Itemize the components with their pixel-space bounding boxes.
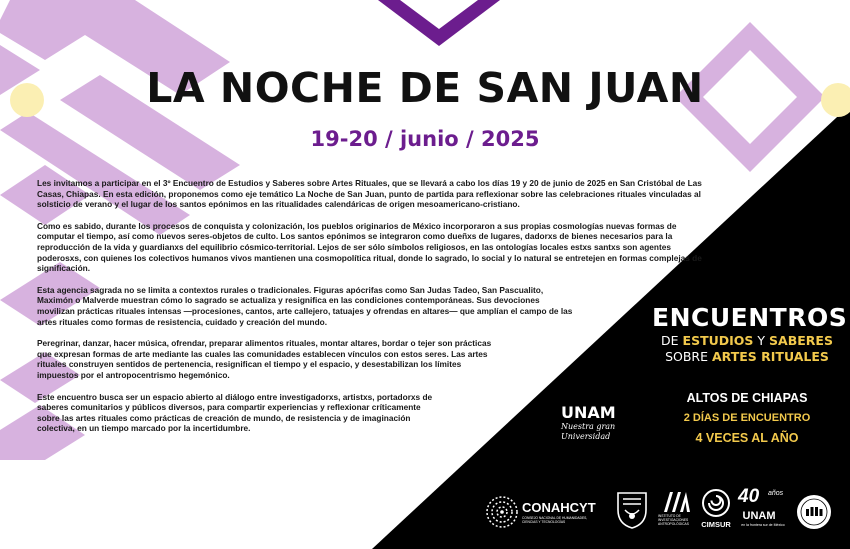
unam-slogan-logo: [561, 404, 633, 442]
iia-icon: [662, 492, 692, 512]
brand-estudios: ESTUDIOS: [682, 333, 754, 348]
unam-slogan-tagline-1: Nuestra gran: [561, 422, 616, 431]
unam-slogan-tagline-2: Universidad: [561, 432, 611, 441]
sponsor-logos: [480, 486, 850, 538]
event-days: 2 DÍAS DE ENCUENTRO: [683, 412, 811, 424]
conahcyt-subtitle: CONSEJO NACIONAL DE HUMANIDADES, CIENCIAS Y TECNOLOGÍAS: [522, 516, 588, 524]
unam-slogan-name: UNAM: [561, 403, 616, 422]
event-dates: 19-20 / junio / 2025: [310, 127, 540, 151]
iia-subtitle: INSTITUTO DE INVESTIGACIONES ANTROPOLÓGICAS: [658, 514, 689, 526]
round-seal-icon: [796, 494, 832, 530]
conahcyt-logo: [486, 492, 606, 532]
conahcyt-dots-icon: [486, 496, 518, 528]
brand-saberes: SABERES: [769, 333, 833, 348]
event-frequency: 4 VECES AL AÑO: [695, 431, 799, 445]
paragraph-5: Este encuentro busca ser un espacio abierto al diálogo entre investigadorxs, artistxs, portadorxs de saberes comunitarios y públicos diversos, para compartir experiencias y reflexionar críticamente sobre las artes rituales como prácticas de creación de mundo, de resistencia y de imaginación colectiva, en un tiempo marcado por la incertidumbre.: [37, 391, 433, 434]
unam-crest-icon: [615, 490, 649, 530]
paragraph-4: Peregrinar, danzar, hacer música, ofrendar, preparar alimentos rituales, montar altares, bordar o tejer son prácticas que expresan formas de arte mediante las cuales las comunidades establecen vínculos con estos seres. Las artes rituales construyen sentidos de pertenencia, resignifican el tiempo y el espacio, y desestabilizan los límites impuestos por el antropocentrismo hegemónico.: [37, 338, 492, 380]
event-title: LA NOCHE DE SAN JUAN: [146, 64, 704, 112]
paragraph-2: Como es sabido, durante los procesos de conquista y colonización, los pueblos originarios de México incorporaron a sus propias cosmologías nuevas formas de computar el tiempo, así como nuevos seres-objetos de culto. Los santos epónimos se integraron como dueñxs de lugares, dadorxs de bienes necesarios para la reproducción de la vida y guardianxs del equilibrio cósmico-territorial. Lejos de ser sólo símbolos religiosos, en las ontologías locales estxs santxs son agentes poderosxs, con quienes los colectivos humanos vivos mantienen una cosmopolítica ritual, donde lo sagrado, lo social y lo natural se entretejen en formas complejas de significación.: [37, 220, 702, 274]
brand-de: DE: [661, 333, 679, 348]
forty-number: 40: [738, 486, 760, 507]
unam-40-logo: [735, 486, 791, 538]
cimsur-name: CIMSUR: [701, 520, 731, 529]
forty-anos: años: [768, 490, 784, 497]
encuentros-brand: [652, 303, 848, 365]
brand-line-3: [652, 349, 842, 365]
cimsur-spiral-icon: [701, 488, 731, 518]
brand-artes-rituales: ARTES RITUALES: [712, 349, 829, 364]
conahcyt-name: CONAHCYT: [522, 500, 596, 515]
unam-40-subtitle: en la frontera sur de México: [741, 523, 785, 527]
brand-line-2: [652, 333, 842, 349]
paragraph-1: Les invitamos a participar en el 3º Encuentro de Estudios y Saberes sobre Artes Rituales, que se llevará a cabo los días 19 y 20 de junio de 2025 en San Cristóbal de Las Casas, Chiapas. En esta edición, proponemos como eje temático La Noche de San Juan, punto de partida para reflexionar sobre las celebraciones rituales vinculadas al solsticio de verano y el lugar de los santos epónimos en las ritualidades calendáricas de origen mesoamericano-cristiano.: [37, 178, 702, 210]
unam-40-name: UNAM: [742, 510, 776, 522]
brand-sobre: SOBRE: [665, 349, 709, 364]
paragraph-3: Esta agencia sagrada no se limita a contextos rurales o tradicionales. Figuras apócrifas como San Judas Tadeo, San Pascualito, Maximón o Malverde muestran cómo lo sagrado se actualiza y resignifica en las condiciones contemporáneas. Sus devociones movilizan prácticas rituales intensas —procesiones, cantos, arte callejero, tatuajes y ofrendas en altares— que amplían el campo de las artes rituales como formas de resistencia, cuidado y creación del mundo.: [37, 284, 573, 327]
event-region: ALTOS DE CHIAPAS: [686, 391, 808, 405]
cimsur-logo: [696, 488, 736, 534]
brand-y: Y: [757, 333, 766, 348]
brand-line-1: ENCUENTROS: [652, 303, 848, 332]
